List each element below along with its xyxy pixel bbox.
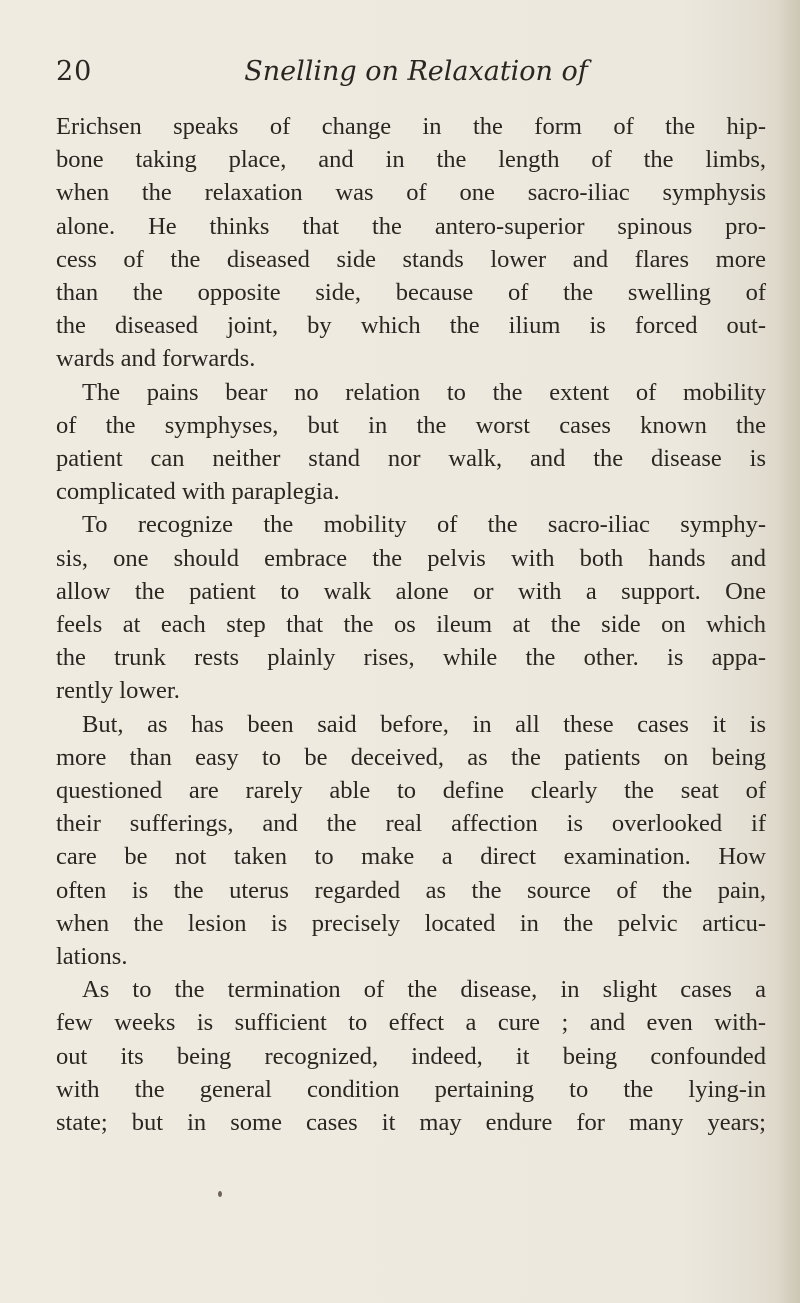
text-line: the diseased joint, by which the ilium is forced out- (56, 312, 766, 340)
text-line: Erichsen speaks of change in the form of the hip- (56, 113, 766, 140)
text-line: As to the termination of the disease, in slight cases a (82, 976, 766, 1004)
text-line: But, as has been said before, in all these cases it is (82, 710, 766, 738)
text-line: their sufferings, and the real affection is overlooked if (56, 810, 766, 838)
text-line: To recognize the mobility of the sacro-iliac symphy- (82, 511, 766, 539)
ink-speck (218, 1191, 222, 1197)
paragraph (56, 708, 766, 974)
text-line: out its being recognized, indeed, it being confounded (56, 1042, 766, 1070)
text-line: of the symphyses, but in the worst cases known the (56, 411, 766, 439)
text-line: The pains bear no relation to the extent of mobility (82, 378, 766, 406)
paragraph (56, 508, 766, 707)
text-line: with the general condition pertaining to the lying-in (56, 1075, 766, 1103)
text-line: rently lower. (56, 677, 180, 705)
text-line: often is the uterus regarded as the source of the pain, (56, 876, 766, 904)
body-text (56, 110, 766, 1139)
text-line: questioned are rarely able to define clearly the seat of (56, 777, 766, 805)
text-line: complicated with paraplegia. (56, 478, 340, 506)
paragraph (56, 110, 766, 376)
text-line: allow the patient to walk alone or with a support. One (56, 577, 766, 605)
text-line: cess of the diseased side stands lower and flares more (56, 245, 766, 273)
page-edge-shadow (778, 0, 800, 1303)
text-line: few weeks is sufficient to effect a cure ; and even with- (56, 1009, 766, 1037)
text-line: sis, one should embrace the pelvis with both hands and (56, 544, 766, 572)
text-line: more than easy to be deceived, as the patients on being (56, 743, 766, 771)
running-head (56, 50, 776, 94)
text-line: alone. He thinks that the antero-superior spinous pro- (56, 212, 766, 240)
text-line: state; but in some cases it may endure for many years; (56, 1109, 766, 1137)
text-line: when the lesion is precisely located in the pelvic articu- (56, 909, 766, 937)
running-title: Snelling on Relaxation of (244, 56, 588, 87)
text-line: the trunk rests plainly rises, while the other. is appa- (56, 644, 766, 672)
page-number: 20 (56, 56, 93, 87)
text-line: feels at each step that the os ileum at the side on which (56, 611, 766, 639)
paragraph (56, 973, 766, 1139)
paragraph (56, 376, 766, 509)
text-line: care be not taken to make a direct examination. How (56, 843, 766, 871)
text-line: than the opposite side, because of the swelling of (56, 279, 766, 307)
text-line: when the relaxation was of one sacro-iliac symphysis (56, 179, 766, 207)
text-line: patient can neither stand nor walk, and the disease is (56, 445, 766, 473)
text-line: lations. (56, 943, 128, 971)
text-line: wards and forwards. (56, 345, 256, 373)
text-line: bone taking place, and in the length of the limbs, (56, 146, 766, 174)
